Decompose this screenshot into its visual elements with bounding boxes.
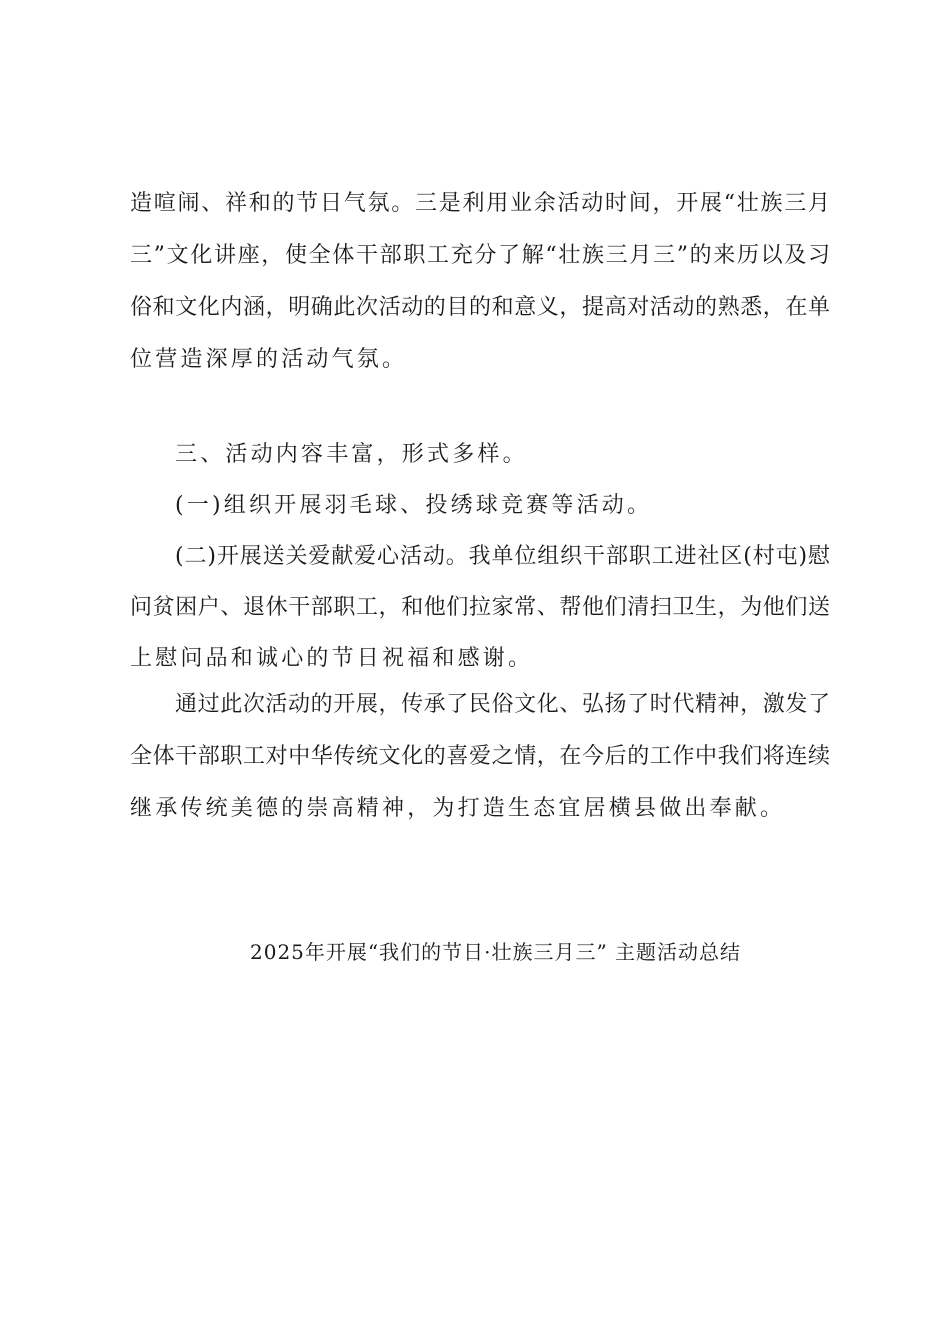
paragraph-line: 上慰问品和诚心的节日祝福和感谢。 (130, 646, 534, 671)
paragraph-line: 俗和文化内涵，明确此次活动的目的和意义，提高对活动的熟悉，在单 (130, 295, 830, 320)
paragraph-line: 继承传统美德的崇高精神，为打造生态宜居横县做出奉献。 (130, 796, 786, 821)
paragraph-line: 通过此次活动的开展，传承了民俗文化、弘扬了时代精神，激发了 (175, 692, 830, 717)
paragraph-line: (二)开展送关爱献爱心活动。我单位组织干部职工进社区(村屯)慰 (175, 544, 830, 569)
paragraph-line: 问贫困户、退休干部职工，和他们拉家常、帮他们清扫卫生，为他们送 (130, 595, 830, 620)
paragraph-line: 造喧闹、祥和的节日气氛。三是利用业余活动时间，开展“壮族三月 (130, 191, 830, 216)
footer-title: 2025年开展“我们的节日·壮族三月三” 主题活动总结 (250, 940, 742, 964)
paragraph-line: 三”文化讲座，使全体干部职工充分了解“壮族三月三”的来历以及习 (130, 243, 830, 268)
paragraph-line: 全体干部职工对中华传统文化的喜爱之情，在今后的工作中我们将连续 (130, 744, 830, 769)
section-heading: 三、活动内容丰富，形式多样。 (175, 442, 528, 467)
list-item: (一)组织开展羽毛球、投绣球竞赛等活动。 (175, 493, 653, 518)
paragraph-line: 位营造深厚的活动气氛。 (130, 347, 408, 372)
